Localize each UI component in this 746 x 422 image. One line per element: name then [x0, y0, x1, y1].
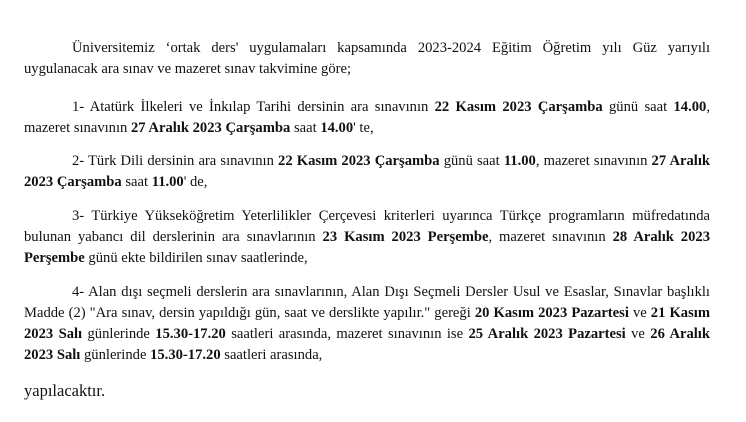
item-text: , mazeret sınavının — [488, 229, 613, 245]
item-text: 4- Alan dışı seçmeli derslerin ara sınavlarının, Alan Dışı Seçmeli Dersler Usul ve Esaslar, Sınavlar başlıklı Madde (2) "Ara sınav, dersin yapıldığı gün, saat ve derslikte yapılır." gereği — [24, 284, 710, 321]
item-time-bold: 14.00 — [673, 99, 707, 115]
item-text: günlerinde — [80, 347, 151, 363]
item-text: saat — [290, 120, 321, 136]
item-date-bold: 27 Aralık 2023 Çarşamba — [24, 153, 710, 190]
intro-paragraph — [24, 38, 710, 80]
item-text: 1- Atatürk İlkeleri ve İnkılap Tarihi dersinin ara sınavının — [72, 99, 435, 115]
item-date-bold: 22 Kasım 2023 Çarşamba — [434, 99, 603, 115]
intro-text: Üniversitemiz ‘ortak ders' uygulamaları kapsamında 2023-2024 Eğitim Öğretim yılı Güz yarıyılı uygulanacak ara sınav ve mazeret sınav takvimine göre; — [24, 40, 710, 77]
item-text: günü ekte bildirilen sınav saatlerinde, — [84, 250, 308, 266]
item-text: , mazeret sınavının — [535, 153, 652, 169]
item-date-bold: 26 Aralık 2023 Salı — [24, 326, 710, 363]
closing-text: yapılacaktır. — [24, 381, 106, 400]
item-text: ' te, — [353, 120, 374, 136]
item-date-bold: 27 Aralık 2023 Çarşamba — [130, 120, 291, 136]
item-2-paragraph — [24, 151, 710, 193]
item-text: saat — [121, 174, 152, 190]
item-date-bold: 23 Kasım 2023 Perşembe — [322, 229, 489, 245]
item-time-bold: 11.00 — [503, 153, 536, 169]
item-text: günlerinde — [82, 326, 156, 342]
item-4-paragraph — [24, 282, 710, 366]
item-3-paragraph — [24, 206, 710, 269]
item-text: saatleri arasında, — [220, 347, 323, 363]
item-time-bold: 15.30-17.20 — [155, 326, 226, 342]
item-text: günü saat — [602, 99, 674, 115]
item-date-bold: 28 Aralık 2023 Perşembe — [24, 229, 710, 266]
item-text: ' de, — [183, 174, 208, 190]
item-date-bold: 20 Kasım 2023 Pazartesi — [474, 305, 629, 321]
item-time-bold: 14.00 — [320, 120, 354, 136]
item-time-bold: 11.00 — [151, 174, 184, 190]
item-date-bold: 21 Kasım 2023 Salı — [24, 305, 710, 342]
item-text: 3- Türkiye Yükseköğretim Yeterlilikler Çerçevesi kriterleri uyarınca Türkçe programların müfredatında bulunan yabancı dil derslerinin ara sınavlarının — [24, 208, 710, 245]
item-text: saatleri arasında, mazeret sınavının ise — [225, 326, 469, 342]
item-time-bold: 15.30-17.20 — [150, 347, 221, 363]
item-text: 2- Türk Dili dersinin ara sınavının — [72, 153, 279, 169]
item-text: ve — [625, 326, 651, 342]
item-text: , mazeret sınavının — [24, 99, 710, 136]
item-1-paragraph — [24, 97, 710, 139]
item-date-bold: 22 Kasım 2023 Çarşamba — [278, 153, 440, 169]
item-text: ve — [628, 305, 651, 321]
item-text: günü saat — [439, 153, 504, 169]
item-date-bold: 25 Aralık 2023 Pazartesi — [468, 326, 626, 342]
